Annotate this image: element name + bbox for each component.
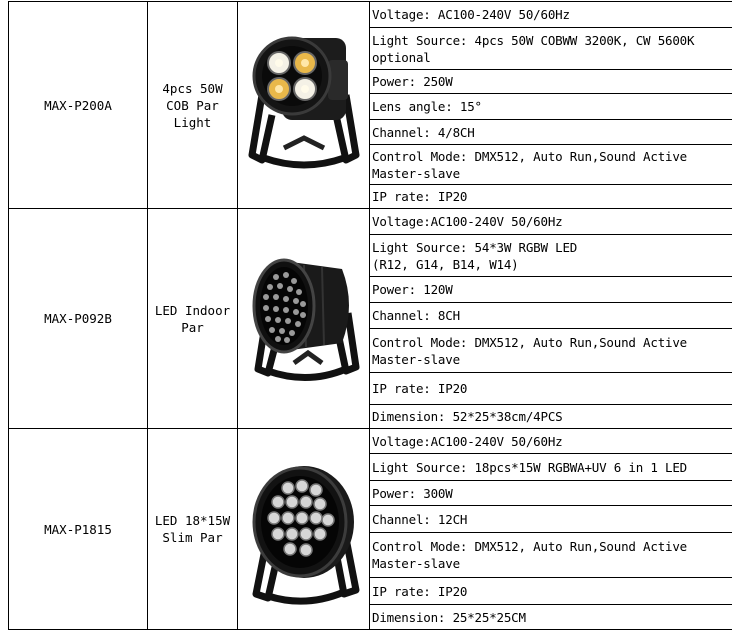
led-indoor-par-icon — [244, 239, 364, 399]
spec-control-mode: Control Mode: DMX512, Auto Run,Sound Active Master-slave — [370, 329, 732, 373]
model-cell: MAX-P1815 — [9, 429, 148, 630]
spec-voltage: Voltage:AC100-240V 50/60Hz — [370, 429, 732, 454]
table-row — [9, 209, 732, 235]
model-cell: MAX-P092B — [9, 209, 148, 429]
spec-light-source: Light Source: 18pcs*15W RGBWA+UV 6 in 1 LED — [370, 454, 732, 481]
product-photo-cell — [238, 209, 370, 429]
table-row — [9, 2, 732, 28]
spec-channel: Channel: 8CH — [370, 303, 732, 329]
spec-channel: Channel: 12CH — [370, 506, 732, 533]
spec-voltage: Voltage: AC100-240V 50/60Hz — [370, 2, 732, 28]
spec-ip-rate: IP rate: IP20 — [370, 578, 732, 605]
spec-light-source: Light Source: 4pcs 50W COBWW 3200K, CW 5600K optional — [370, 28, 732, 70]
product-name-cell: LED Indoor Par — [148, 209, 238, 429]
spec-power: Power: 120W — [370, 277, 732, 303]
spec-control-mode: Control Mode: DMX512, Auto Run,Sound Active Master-slave — [370, 533, 732, 578]
cob-par-light-icon — [244, 20, 364, 190]
spec-power: Power: 250W — [370, 70, 732, 94]
spec-ip-rate: IP rate: IP20 — [370, 373, 732, 405]
spec-dimension: Dimension: 25*25*25CM — [370, 605, 732, 630]
spec-ip-rate: IP rate: IP20 — [370, 185, 732, 209]
spec-control-mode: Control Mode: DMX512, Auto Run,Sound Active Master-slave — [370, 145, 732, 185]
product-photo-cell — [238, 2, 370, 209]
spec-channel: Channel: 4/8CH — [370, 120, 732, 145]
spec-voltage: Voltage:AC100-240V 50/60Hz — [370, 209, 732, 235]
spec-power: Power: 300W — [370, 481, 732, 506]
product-name-cell: 4pcs 50W COB Par Light — [148, 2, 238, 209]
spec-light-source: Light Source: 54*3W RGBW LED (R12, G14, B14, W14) — [370, 235, 732, 277]
table-row — [9, 429, 732, 454]
product-photo-cell — [238, 429, 370, 630]
led-slim-par-icon — [244, 444, 364, 614]
spec-lens-angle: Lens angle: 15° — [370, 94, 732, 120]
product-name-cell: LED 18*15W Slim Par — [148, 429, 238, 630]
product-spec-table — [8, 1, 732, 630]
spec-dimension: Dimension: 52*25*38cm/4PCS — [370, 405, 732, 429]
model-cell: MAX-P200A — [9, 2, 148, 209]
